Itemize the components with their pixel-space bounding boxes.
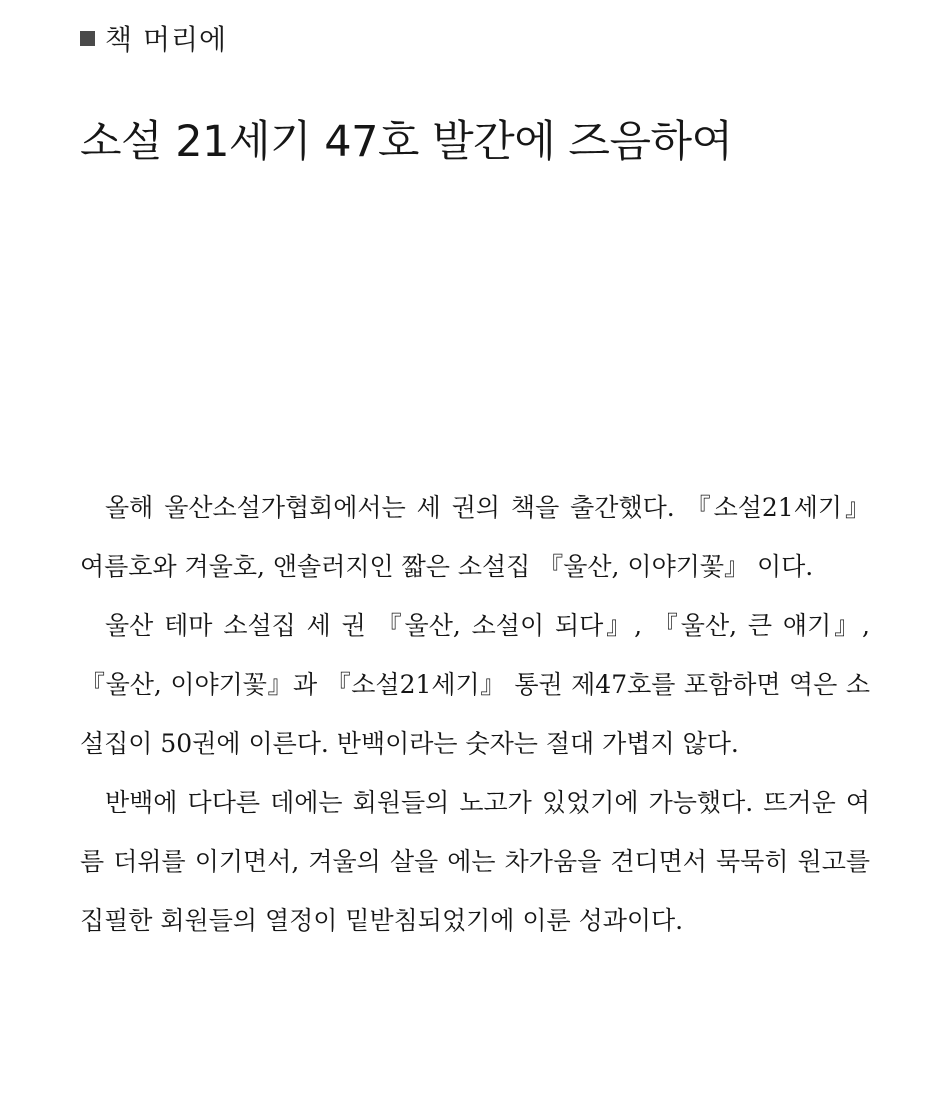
paragraph-3: 반백에 다다른 데에는 회원들의 노고가 있었기에 가능했다. 뜨거운 여름 더위를 이기면서, 겨울의 살을 에는 차가움을 견디면서 묵묵히 원고를 집필한 회원들의 열정이 밑받침되었기에 이룬 성과이다. [80,788,870,935]
body-text [80,478,870,950]
section-header [80,18,227,58]
paragraph-2: 울산 테마 소설집 세 권 『울산, 소설이 되다』, 『울산, 큰 얘기』, 『울산, 이야기꽃』과 『소설21세기』 통권 제47호를 포함하면 역은 소설집이 50권에 이른다. 반백이라는 숫자는 절대 가볍지 않다. [80,611,870,758]
section-label: 책 머리에 [105,23,228,56]
page-title: 소설 21세기 47호 발간에 즈음하여 [80,117,733,167]
filled-square-icon [80,31,95,46]
paragraph-1: 올해 울산소설가협회에서는 세 권의 책을 출간했다. 『소설21세기』 여름호와 겨울호, 앤솔러지인 짧은 소설집 『울산, 이야기꽃』 이다. [80,493,870,581]
